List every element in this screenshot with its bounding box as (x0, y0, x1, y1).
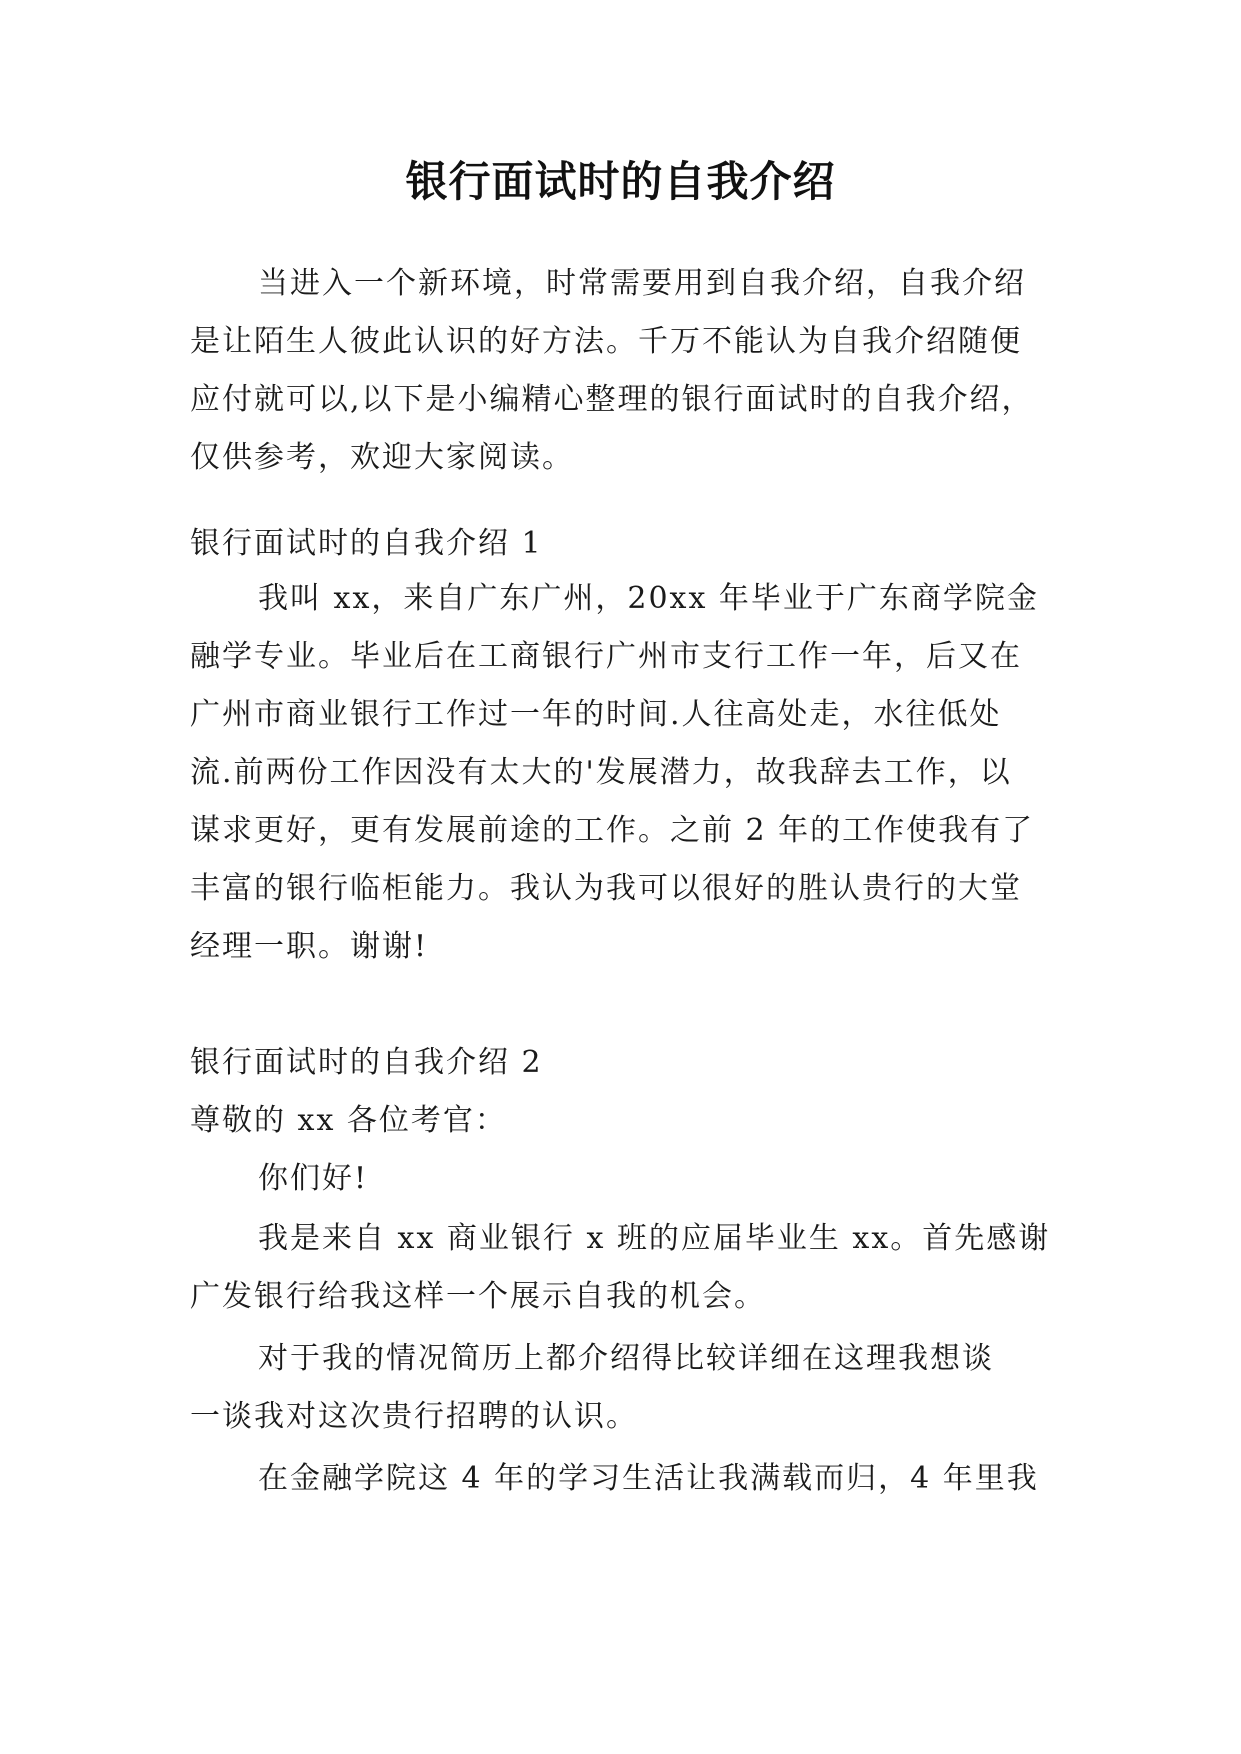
intro-line: 仅供参考，欢迎大家阅读。 (190, 440, 574, 475)
paragraph-line: 对于我的情况简历上都介绍得比较详细在这理我想谈 (258, 1341, 994, 1376)
document-title: 银行面试时的自我介绍 (405, 157, 836, 206)
paragraph-line: 我叫 xx，来自广东广州，20xx 年毕业于广东商学院金 (258, 581, 1039, 616)
paragraph-line: 融学专业。毕业后在工商银行广州市支行工作一年，后又在 (190, 639, 1022, 674)
paragraph-line: 一谈我对这次贵行招聘的认识。 (190, 1399, 638, 1434)
section-2-paragraph-3 (190, 1450, 1050, 1508)
salutation-line: 尊敬的 xx 各位考官： (190, 1103, 507, 1138)
section-2-greeting (190, 1150, 1050, 1208)
paragraph-line: 流.前两份工作因没有太大的'发展潜力，故我辞去工作，以 (190, 755, 1012, 790)
section-2-paragraph-1 (190, 1210, 1050, 1326)
intro-line: 应付就可以,以下是小编精心整理的银行面试时的自我介绍， (190, 382, 1034, 417)
paragraph-line: 在金融学院这 4 年的学习生活让我满载而归，4 年里我 (258, 1461, 1039, 1496)
paragraph-line: 丰富的银行临柜能力。我认为我可以很好的胜认贵行的大堂 (190, 871, 1022, 906)
paragraph-line: 经理一职。谢谢! (190, 929, 429, 964)
section-2-salutation (190, 1092, 1050, 1150)
greeting-line: 你们好! (258, 1161, 369, 1196)
paragraph-line: 我是来自 xx 商业银行 x 班的应届毕业生 xx。首先感谢 (258, 1221, 1051, 1256)
section-1-paragraph (190, 570, 1050, 976)
intro-line: 是让陌生人彼此认识的好方法。千万不能认为自我介绍随便 (190, 324, 1022, 359)
intro-line: 当进入一个新环境，时常需要用到自我介绍，自我介绍 (258, 266, 1026, 301)
section-1-heading: 银行面试时的自我介绍 1 (190, 526, 543, 561)
paragraph-line: 广发银行给我这样一个展示自我的机会。 (190, 1279, 766, 1314)
paragraph-line: 谋求更好，更有发展前途的工作。之前 2 年的工作使我有了 (190, 813, 1035, 848)
section-2-paragraph-2 (190, 1330, 1050, 1446)
intro-paragraph (190, 255, 1050, 487)
section-2-heading: 银行面试时的自我介绍 2 (190, 1045, 543, 1080)
paragraph-line: 广州市商业银行工作过一年的时间.人往高处走，水往低处 (190, 697, 1002, 732)
